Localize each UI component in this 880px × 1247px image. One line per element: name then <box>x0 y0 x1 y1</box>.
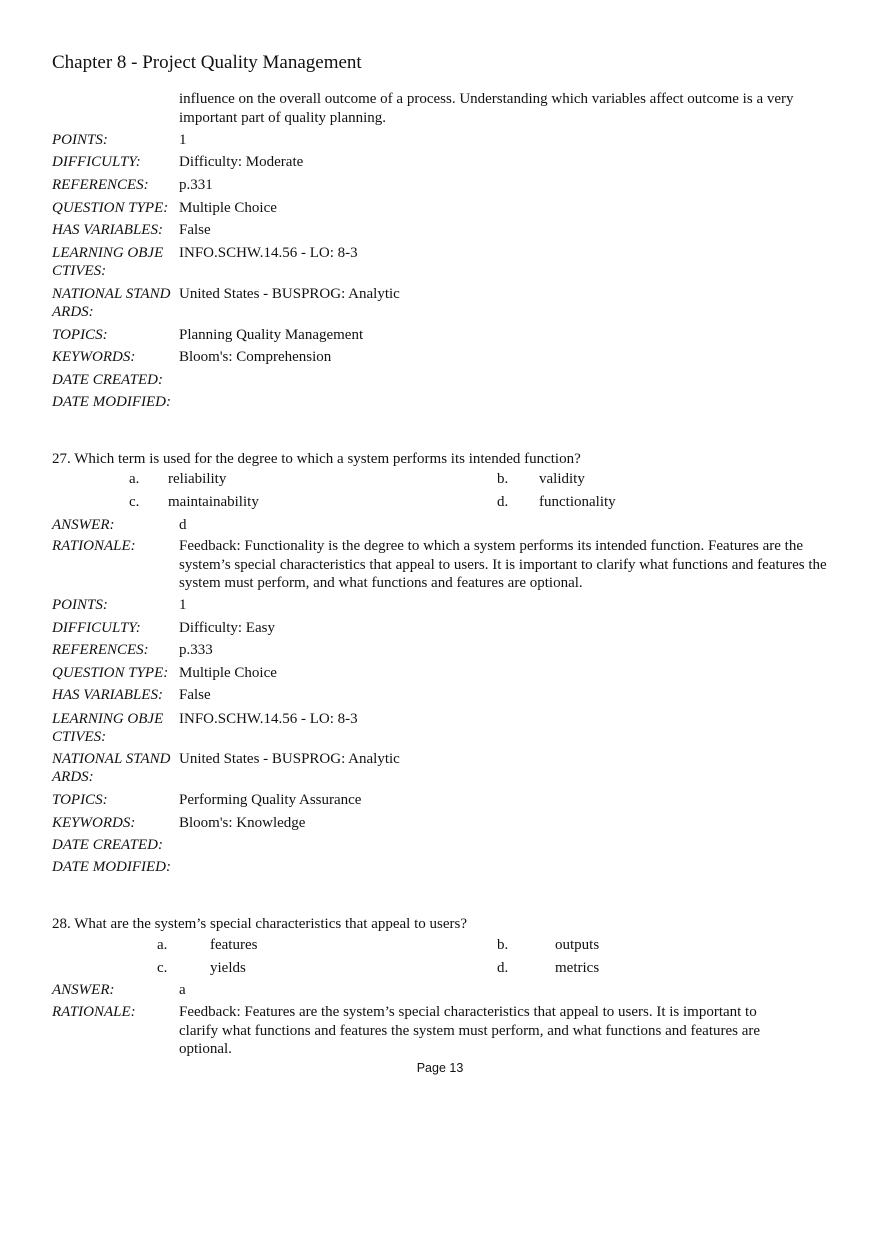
meta-value-national-standards: United States - BUSPROG: Analytic <box>179 751 400 767</box>
q28-option-c-text: yields <box>210 960 246 976</box>
meta-label-date-modified: DATE MODIFIED: <box>52 394 171 410</box>
meta-value-topics: Planning Quality Management <box>179 327 364 343</box>
meta-label-references: REFERENCES: <box>52 642 149 658</box>
meta-value-references: p.333 <box>179 642 213 658</box>
page-title: Chapter 8 - Project Quality Management <box>52 52 362 73</box>
q27-option-a-text: reliability <box>168 471 227 487</box>
meta-label-has-variables: HAS VARIABLES: <box>52 222 163 238</box>
meta-label-question-type: QUESTION TYPE: <box>52 200 169 216</box>
q27-option-b-letter: b. <box>497 471 509 487</box>
meta-value-points: 1 <box>179 132 187 148</box>
q28-option-d-letter: d. <box>497 960 509 976</box>
meta-value-difficulty: Difficulty: Easy <box>179 620 275 636</box>
meta-value-learning-objectives: INFO.SCHW.14.56 - LO: 8-3 <box>179 711 358 727</box>
q28-rationale-label: RATIONALE: <box>52 1004 136 1020</box>
meta-label-learning-objectives-cont: CTIVES: <box>52 263 107 279</box>
q27-rationale-label: RATIONALE: <box>52 538 136 554</box>
q28-option-a-letter: a. <box>157 937 168 953</box>
meta-label-date-created: DATE CREATED: <box>52 372 163 388</box>
meta-value-question-type: Multiple Choice <box>179 665 277 681</box>
meta-label-difficulty: DIFFICULTY: <box>52 620 141 636</box>
meta-value-learning-objectives: INFO.SCHW.14.56 - LO: 8-3 <box>179 245 358 261</box>
meta-value-keywords: Bloom's: Knowledge <box>179 815 306 831</box>
meta-label-learning-objectives-cont: CTIVES: <box>52 729 107 745</box>
q27-answer-value: d <box>179 517 187 533</box>
question-28-text: 28. What are the system’s special characteristics that appeal to users? <box>52 916 467 932</box>
meta-value-has-variables: False <box>179 687 211 703</box>
q28-option-b-text: outputs <box>555 937 600 953</box>
meta-label-learning-objectives: LEARNING OBJE <box>52 711 164 727</box>
meta-label-difficulty: DIFFICULTY: <box>52 154 141 170</box>
meta-label-date-modified: DATE MODIFIED: <box>52 859 171 875</box>
meta-value-difficulty: Difficulty: Moderate <box>179 154 304 170</box>
page-number: Page 13 <box>416 1061 464 1075</box>
q27-option-b-text: validity <box>539 471 585 487</box>
q28-option-c-letter: c. <box>157 960 168 976</box>
q28-option-a-text: features <box>210 937 258 953</box>
meta-value-question-type: Multiple Choice <box>179 200 277 216</box>
meta-value-references: p.331 <box>179 177 213 193</box>
q27-option-a-letter: a. <box>129 471 140 487</box>
prev-rationale-tail: influence on the overall outcome of a process. Understanding which variables affect outcome is a very important part of quality planning. <box>179 91 794 126</box>
meta-label-keywords: KEYWORDS: <box>52 815 136 831</box>
meta-value-national-standards: United States - BUSPROG: Analytic <box>179 286 400 302</box>
q27-option-d-text: functionality <box>539 494 616 510</box>
q28-option-d-text: metrics <box>555 960 600 976</box>
meta-label-date-created: DATE CREATED: <box>52 837 163 853</box>
meta-label-points: POINTS: <box>52 132 108 148</box>
q27-option-d-letter: d. <box>497 494 509 510</box>
meta-label-points: POINTS: <box>52 597 108 613</box>
q27-option-c-text: maintainability <box>168 494 259 510</box>
meta-label-learning-objectives: LEARNING OBJE <box>52 245 164 261</box>
q28-answer-label: ANSWER: <box>52 982 115 998</box>
meta-label-references: REFERENCES: <box>52 177 149 193</box>
meta-label-national-standards-cont: ARDS: <box>52 769 94 785</box>
meta-label-national-standards: NATIONAL STAND <box>52 751 171 767</box>
question-27-text: 27. Which term is used for the degree to which a system performs its intended function? <box>52 451 581 467</box>
meta-label-topics: TOPICS: <box>52 327 108 343</box>
meta-value-topics: Performing Quality Assurance <box>179 792 362 808</box>
meta-value-keywords: Bloom's: Comprehension <box>179 349 332 365</box>
q28-rationale-text: Feedback: Features are the system’s special characteristics that appeal to users. It is important to clarify what functions and features the system must perform, and what functions and features are optional. <box>179 1004 761 1057</box>
meta-label-national-standards-cont: ARDS: <box>52 304 94 320</box>
meta-label-national-standards: NATIONAL STAND <box>52 286 171 302</box>
q27-option-c-letter: c. <box>129 494 140 510</box>
meta-label-topics: TOPICS: <box>52 792 108 808</box>
q28-option-b-letter: b. <box>497 937 509 953</box>
q28-answer-value: a <box>179 982 186 998</box>
q27-answer-label: ANSWER: <box>52 517 115 533</box>
meta-label-has-variables: HAS VARIABLES: <box>52 687 163 703</box>
meta-value-points: 1 <box>179 597 187 613</box>
meta-value-has-variables: False <box>179 222 211 238</box>
meta-label-keywords: KEYWORDS: <box>52 349 136 365</box>
q27-rationale-text: Feedback: Functionality is the degree to which a system performs its intended function. Features are the system’s special characteristics that appeal to users. It is important to clarify what functions and features the system must perform, and what functions and features are optional. <box>179 538 827 591</box>
meta-label-question-type: QUESTION TYPE: <box>52 665 169 681</box>
